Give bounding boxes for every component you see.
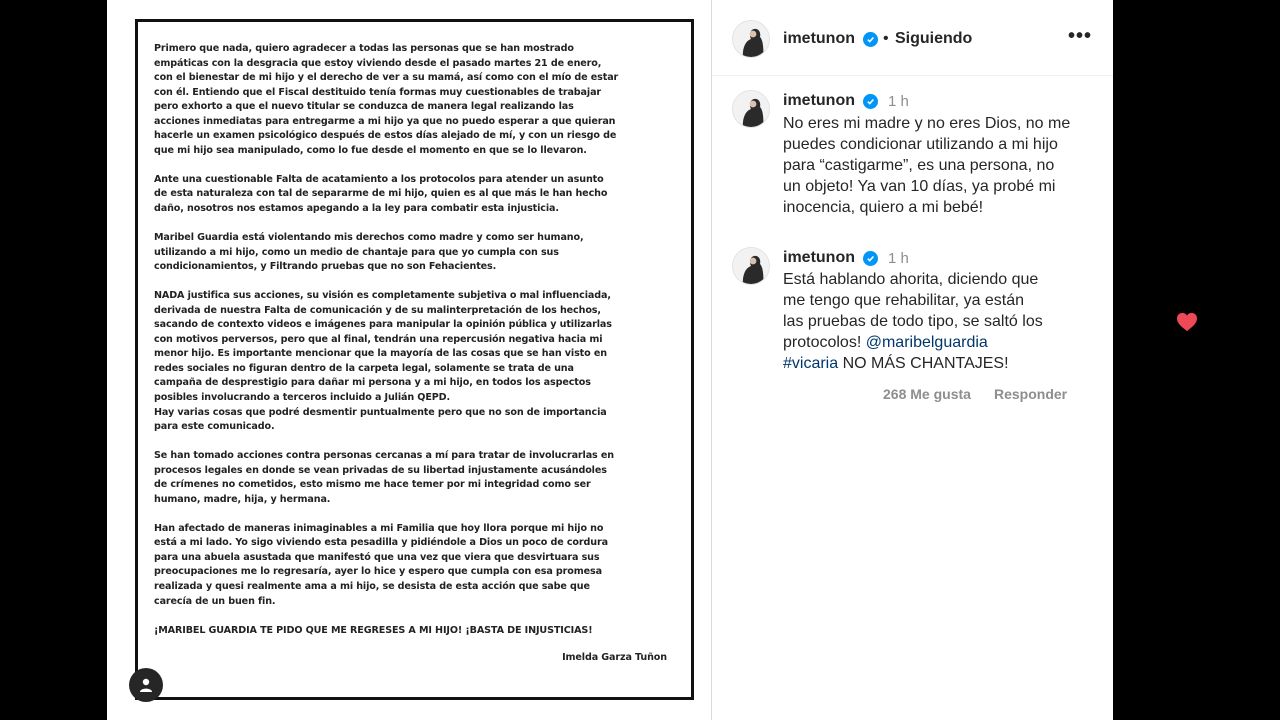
likes-count[interactable]: 268 Me gusta — [883, 386, 971, 402]
letter-line: sacando de contexto videos e imágenes para manipular la opinión pública y utilizarlas — [154, 319, 612, 331]
comment-timestamp[interactable]: 1 h — [888, 250, 909, 267]
letter-line: utilizando a mi hijo, como un medio de chantaje para que yo cumpla con sus — [154, 246, 559, 258]
letter-line: daño, nosotros nos estamos apegando a la ley para combatir esta injusticia. — [154, 202, 559, 214]
mention-link[interactable]: @maribelguardia — [865, 334, 988, 351]
letter-line: Ante una cuestionable Falta de acatamiento a los protocolos para atender un asunto — [154, 173, 604, 185]
letter-line: empáticas con la desgracia que estoy viviendo desde el pasado martes 21 de enero, — [154, 57, 602, 69]
avatar[interactable] — [732, 20, 770, 58]
letter-line: carecía de un buen fin. — [154, 595, 276, 607]
comment-last-line — [783, 332, 1083, 353]
comment-timestamp[interactable]: 1 h — [888, 93, 909, 110]
letter-paragraph — [154, 173, 677, 217]
person-icon — [138, 677, 154, 693]
heart-icon[interactable] — [1176, 312, 1198, 332]
letter-line: para este comunicado. — [154, 421, 275, 433]
letter-line: de crímenes no cometidos, esto mismo me hace temer por mi integridad como ser — [154, 479, 591, 491]
paragraph-gap — [154, 275, 677, 290]
post-image[interactable] — [107, 0, 711, 720]
letter-line: de esta naturaleza con tal de separarme de mi hijo, quien es al que más le han hecho — [154, 188, 608, 200]
comment-tail-line — [783, 353, 1083, 374]
header-username[interactable]: imetunon — [783, 30, 855, 47]
letter-line: posibles involucrando a terceros incluido a Julián QEPD. — [154, 391, 451, 403]
letter-line: con él. Entiendo que el Fiscal destituido tenía formas muy cuestionables de trabajar — [154, 86, 602, 98]
letter-line: humano, madre, hija, y hermana. — [154, 493, 331, 505]
paragraph-gap — [154, 435, 677, 450]
comment-username[interactable]: imetunon — [783, 249, 855, 266]
profile-photo-icon — [733, 91, 770, 128]
comment-line: protocolos! — [783, 334, 862, 351]
comment-line: para “castigarme”, es una persona, no — [783, 157, 1055, 174]
comment-line: me tengo que rehabilitar, ya están — [783, 292, 1025, 309]
letter-paragraph — [154, 42, 677, 158]
comment-line: un objeto! Ya van 10 días, ya probé mi — [783, 178, 1056, 195]
paragraph-gap — [154, 609, 677, 624]
letter-paragraph — [154, 522, 677, 609]
comment-line: puedes condicionar utilizando a mi hijo — [783, 136, 1058, 153]
more-options-icon[interactable]: ••• — [1067, 25, 1092, 47]
letter-line: que mi hijo sea manipulado, como lo fue desde el momento en que se lo llevaron. — [154, 144, 587, 156]
letter-body — [154, 42, 677, 638]
reply-button[interactable]: Responder — [994, 386, 1068, 402]
letter-line: Maribel Guardia está violentando mis derechos como madre y como ser humano, — [154, 232, 584, 244]
comment-tail: NO MÁS CHANTAJES! — [842, 355, 1009, 372]
letter-line: condicionamientos, y Filtrando pruebas que no son Fehacientes. — [154, 261, 497, 273]
letter-line: realizada y quesi realmente ama a mi hijo, se desista de esta acción que sabe que — [154, 581, 590, 592]
letter-line: Hay varias cosas que podré desmentir puntualmente pero que no son de importancia — [154, 406, 607, 418]
profile-photo-icon — [733, 21, 770, 58]
comment-text — [783, 113, 1103, 218]
verified-badge-icon — [863, 32, 878, 47]
instagram-post-window — [107, 0, 1113, 720]
letter-line: con el bienestar de mi hijo y el derecho de ver a su mamá, así como con el mío de estar — [154, 72, 619, 84]
letter-paragraph — [154, 231, 677, 275]
letter-paragraph — [154, 289, 677, 434]
comment-lines — [783, 269, 1083, 332]
letter-line: redes sociales no figuran dentro de la carpeta legal, solamente se trata de una — [154, 362, 574, 374]
letter-line: NADA justifica sus acciones, su visión es completamente subjetiva o mal influenciada, — [154, 290, 611, 302]
tagged-user-button[interactable] — [129, 668, 163, 702]
letter-line: está a mi lado. Yo sigo viviendo esta pesadilla y pidiéndole a Dios un poco de cordura — [154, 537, 608, 549]
paragraph-gap — [154, 217, 677, 232]
comments-panel — [711, 0, 1113, 720]
letter-line: procesos legales en donde se vean privadas de su libertad injustamente acusándoles — [154, 464, 607, 476]
comment-line: las pruebas de todo tipo, se saltó los — [783, 313, 1043, 330]
letter-line: campaña de desprestigio para dañar mi persona y a mi hijo, en todos los aspectos — [154, 377, 591, 389]
comment-username[interactable]: imetunon — [783, 92, 855, 109]
following-button[interactable]: Siguiendo — [895, 30, 973, 47]
comment-line: inocencia, quiero a mi bebé! — [783, 199, 984, 216]
verified-badge-icon — [863, 94, 878, 109]
verified-badge-icon — [863, 251, 878, 266]
separator-dot: • — [883, 30, 889, 47]
paragraph-gap — [154, 158, 677, 173]
profile-photo-icon — [733, 248, 770, 285]
letter-line: ¡MARIBEL GUARDIA TE PIDO QUE ME REGRESES A MI HIJO! ¡BASTA DE INJUSTICIAS! — [154, 624, 593, 636]
letter-line: con motivos perversos, pero que al final, tendrán una repercusión negativa hacia mi — [154, 333, 603, 345]
paragraph-gap — [154, 507, 677, 522]
letter-line: acciones inmediatas para entregarme a mi hijo ya que no puedo esperar a que quieran — [154, 115, 616, 127]
letter-paragraph — [154, 624, 677, 639]
letter-line: Primero que nada, quiero agradecer a todas las personas que se han mostrado — [154, 43, 574, 54]
letter-line: para una abuela asustada que manifestó que una vez que viera que desvirtuara sus — [154, 551, 600, 563]
letter-line: preocupaciones me lo regresaría, ayer lo hice y espero que cumpla con esa promesa — [154, 566, 602, 578]
letter-line: pero exhorto a que el nuevo titular se conduzca de manera legal realizando las — [154, 101, 574, 113]
comment-line: Está hablando ahorita, diciendo que — [783, 271, 1039, 288]
letter-paragraph — [154, 449, 677, 507]
letter-line: Han afectado de maneras inimaginables a mi Familia que hoy llora porque mi hijo no — [154, 522, 604, 534]
post-header — [712, 0, 1113, 76]
letter-line: Se han tomado acciones contra personas cercanas a mí para tratar de involucrarlas en — [154, 450, 614, 462]
comment-line: No eres mi madre y no eres Dios, no me — [783, 115, 1071, 132]
letter-line: derivada de nuestra Falta de comunicación y de su malinterpretación de los hechos, — [154, 304, 601, 316]
hashtag-link[interactable]: #vicaria — [783, 355, 839, 372]
letter-line: menor hijo. Es importante mencionar que la mayoría de las cosas que se han visto en — [154, 348, 607, 360]
comment-text — [783, 269, 1083, 374]
avatar[interactable] — [732, 247, 770, 285]
letter-line: hacerle un examen psicológico después de estos días alejado de mí, y con un riesgo de — [154, 130, 617, 142]
letter-signature: Imelda Garza Tuñon — [562, 652, 667, 664]
avatar[interactable] — [732, 90, 770, 128]
statement-letter — [135, 19, 694, 700]
